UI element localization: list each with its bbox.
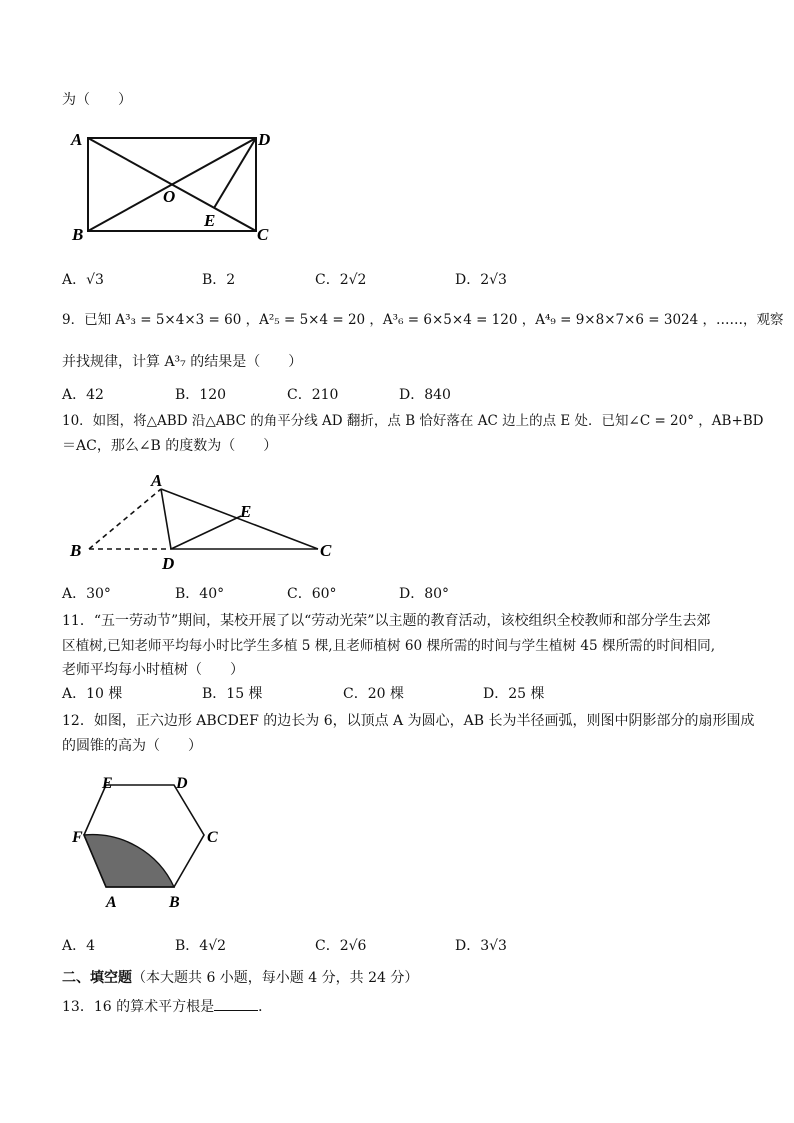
q8-label-d: D xyxy=(258,130,271,149)
q13-end: ． xyxy=(258,999,273,1015)
q12-label-b: B xyxy=(169,894,180,911)
q12-line-2: 的圆锥的高为（ ） xyxy=(62,738,202,754)
q12-line-1: 12．如图，正六边形 ABCDEF 的边长为 6，以顶点 A 为圆心，AB 长为半径画弧，则图中阴影部分的扇形围成 xyxy=(62,713,755,729)
q13-answer-blank[interactable] xyxy=(214,996,258,1011)
q9-option-b[interactable]: B．120 xyxy=(175,387,227,403)
q9-line-2: 并找规律，计算 A³₇ 的结果是（ ） xyxy=(62,354,303,370)
q8-option-b[interactable]: B．2 xyxy=(202,272,236,288)
q9-option-d[interactable]: D．840 xyxy=(399,387,451,403)
q11-line-1: 11．“五一劳动节”期间，某校开展了以“劳动光荣”以主题的教育活动，该校组织全校教师和部分学生去郊 xyxy=(62,613,711,629)
q10-figure xyxy=(68,472,348,582)
q10-option-a[interactable]: A．30° xyxy=(62,586,111,602)
q9-line-1: 9．已知 A³₃ = 5×4×3 = 60 ，A²₅ = 5×4 = 20 ，A³₆ = 6×5×4 = 120 ，A⁴₉ = 9×8×7×6 = 3024 ，……，观察 xyxy=(62,312,784,328)
q8-option-c[interactable]: C．2√2 xyxy=(315,272,367,288)
section-2-title: 二、填空题 xyxy=(62,970,132,986)
q8-tail: 为（ ） xyxy=(62,92,132,108)
section-2-note: （本大题共 6 小题，每小题 4 分，共 24 分） xyxy=(132,970,419,986)
q10-label-c: C xyxy=(320,541,332,560)
q8-option-a[interactable]: A．√3 xyxy=(62,272,104,288)
q8-label-e: E xyxy=(204,211,216,230)
q13-line xyxy=(62,996,272,1016)
q10-line-1: 10．如图，将△ABD 沿△ABC 的角平分线 AD 翻折，点 B 恰好落在 AC 边上的点 E 处．已知∠C = 20° ，AB+BD xyxy=(62,413,764,429)
q8-label-c: C xyxy=(257,225,269,244)
q12-option-d[interactable]: D．3√3 xyxy=(455,938,507,954)
q10-line-2: ＝AC，那么∠B 的度数为（ ） xyxy=(62,438,278,454)
q8-option-d[interactable]: D．2√3 xyxy=(455,272,507,288)
q11-line-2: 区植树,已知老师平均每小时比学生多植 5 棵,且老师植树 60 棵所需的时间与学生植树 45 棵所需的时间相同, xyxy=(62,638,716,654)
q12-option-b[interactable]: B．4√2 xyxy=(175,938,227,954)
section-2-heading xyxy=(62,969,418,987)
q9-option-c[interactable]: C．210 xyxy=(287,387,339,403)
q8-label-o: O xyxy=(163,187,176,206)
q12-figure xyxy=(68,772,238,912)
q12-label-e: E xyxy=(102,775,113,792)
q12-label-a: A xyxy=(106,894,117,911)
q13-text: 13．16 的算术平方根是 xyxy=(62,999,215,1015)
q11-option-d[interactable]: D．25 棵 xyxy=(483,686,545,702)
q10-segment-ad xyxy=(161,489,171,549)
q11-option-a[interactable]: A．10 棵 xyxy=(62,686,123,702)
q12-shaded-sector xyxy=(84,835,174,887)
q12-label-c: C xyxy=(207,829,218,846)
q12-option-a[interactable]: A．4 xyxy=(62,938,96,954)
q12-label-d: D xyxy=(176,775,188,792)
q10-option-d[interactable]: D．80° xyxy=(399,586,450,602)
q8-label-b: B xyxy=(72,225,84,244)
q11-option-b[interactable]: B．15 棵 xyxy=(202,686,263,702)
q11-option-c[interactable]: C．20 棵 xyxy=(343,686,404,702)
q10-option-b[interactable]: B．40° xyxy=(175,586,225,602)
q10-label-a: A xyxy=(151,472,163,490)
q9-option-a[interactable]: A．42 xyxy=(62,387,104,403)
q10-segment-de xyxy=(171,516,241,549)
q10-label-e: E xyxy=(240,502,252,521)
q10-option-c[interactable]: C．60° xyxy=(287,586,337,602)
q10-segment-ab xyxy=(89,489,161,549)
q8-label-a: A xyxy=(71,130,83,149)
q12-label-f: F xyxy=(72,829,83,846)
q11-line-3: 老师平均每小时植树（ ） xyxy=(62,662,244,678)
q10-label-d: D xyxy=(162,554,175,573)
q12-option-c[interactable]: C．2√6 xyxy=(315,938,367,954)
q10-label-b: B xyxy=(70,541,82,560)
q8-figure xyxy=(68,126,288,246)
